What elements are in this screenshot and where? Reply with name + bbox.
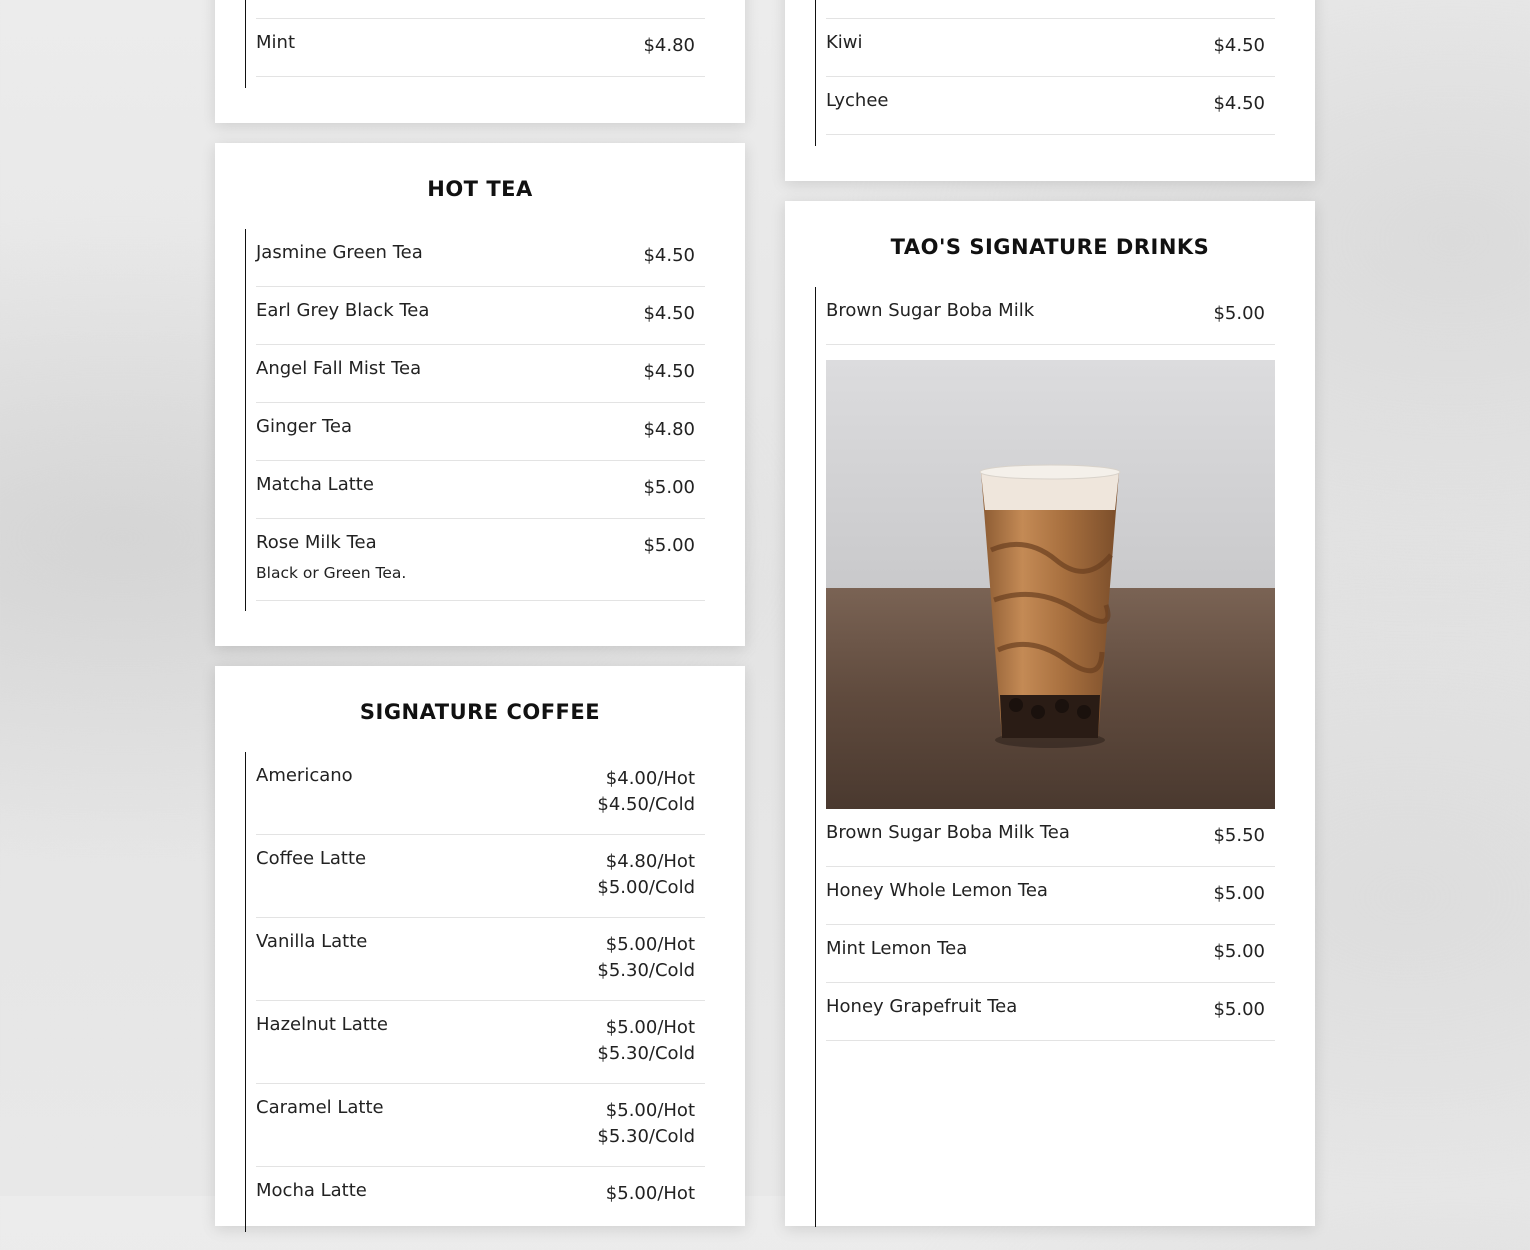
item-name: Jasmine Green Tea (256, 242, 423, 263)
section-title: TAO'S SIGNATURE DRINKS (890, 235, 1210, 259)
item-price: $4.50 (643, 303, 695, 324)
menu-item[interactable] (826, 287, 1275, 345)
menu-list (245, 752, 706, 1232)
boba-pearl (1009, 698, 1023, 712)
menu-item[interactable] (256, 752, 705, 835)
item-price-cold: $5.30/Cold (597, 1043, 695, 1064)
item-name: Mint Lemon Tea (826, 938, 968, 959)
item-name: Americano (256, 765, 353, 786)
item-name: Honey Whole Lemon Tea (826, 880, 1048, 901)
menu-item[interactable] (826, 809, 1275, 867)
boba-drink-illustration (826, 360, 1275, 809)
item-price: $4.80 (643, 419, 695, 440)
item-name: Mocha Latte (256, 1180, 367, 1201)
item-price-hot: $5.00/Hot (605, 934, 695, 955)
item-name: Matcha Latte (256, 474, 374, 495)
cup-rim (980, 465, 1120, 479)
menu-item-partial (826, 0, 1275, 19)
item-description: Black or Green Tea. (256, 564, 407, 582)
item-name: Honey Grapefruit Tea (826, 996, 1018, 1017)
menu-item[interactable] (826, 983, 1275, 1041)
brown-sugar-boba-photo (826, 360, 1275, 809)
menu-item[interactable] (256, 918, 705, 1001)
item-price-cold: $4.50/Cold (597, 794, 695, 815)
menu-item-partial (256, 0, 705, 19)
item-price: $4.50 (643, 245, 695, 266)
item-name: Ginger Tea (256, 416, 353, 437)
menu-list (245, 229, 706, 611)
item-price: $5.00 (1213, 883, 1265, 904)
item-price-hot: $4.00/Hot (605, 768, 695, 789)
item-price: $4.50 (1213, 93, 1265, 114)
menu-item[interactable] (256, 1084, 705, 1167)
item-name: Coffee Latte (256, 848, 367, 869)
item-price-hot: $5.00/Hot (605, 1100, 695, 1121)
item-price: $5.00 (643, 477, 695, 498)
menu-item[interactable] (826, 867, 1275, 925)
menu-item[interactable] (256, 403, 705, 461)
item-name: Brown Sugar Boba Milk (826, 300, 1035, 321)
item-price-cold: $5.30/Cold (597, 1126, 695, 1147)
item-price: $5.00 (643, 535, 695, 556)
menu-list (245, 0, 706, 88)
menu-item-mint[interactable] (256, 19, 705, 77)
boba-pearl (1077, 705, 1091, 719)
item-name: Mint (256, 32, 295, 53)
section-title: HOT TEA (427, 177, 533, 201)
item-name: Earl Grey Black Tea (256, 300, 430, 321)
item-price: $5.00 (1213, 941, 1265, 962)
menu-item[interactable] (256, 835, 705, 918)
item-price-hot: $4.80/Hot (605, 851, 695, 872)
item-name: Caramel Latte (256, 1097, 384, 1118)
item-price: $5.00 (1213, 999, 1265, 1020)
signature-coffee-card (215, 666, 745, 1226)
item-name: Brown Sugar Boba Milk Tea (826, 822, 1070, 843)
item-price: $4.50 (643, 361, 695, 382)
item-price-cold: $5.00/Cold (597, 877, 695, 898)
signature-drinks-card (785, 201, 1315, 1226)
menu-item-kiwi[interactable] (826, 19, 1275, 77)
fruit-tea-card-continued (215, 0, 745, 123)
item-price: $4.80 (643, 35, 695, 56)
item-name: Lychee (826, 90, 889, 111)
item-price-hot: $5.00/Hot (605, 1183, 695, 1204)
item-price: $5.00 (1213, 303, 1265, 324)
milk-tea-card-continued (785, 0, 1315, 181)
section-title: SIGNATURE COFFEE (359, 700, 601, 724)
boba-pearl (1055, 699, 1069, 713)
item-price-hot: $5.00/Hot (605, 1017, 695, 1038)
item-price: $5.50 (1213, 825, 1265, 846)
menu-list (815, 287, 1276, 1227)
item-name: Angel Fall Mist Tea (256, 358, 422, 379)
menu-item-lychee[interactable] (826, 77, 1275, 135)
menu-list (815, 0, 1276, 146)
menu-item[interactable] (256, 1001, 705, 1084)
hot-tea-card (215, 143, 745, 646)
menu-item[interactable] (256, 519, 705, 601)
item-name: Vanilla Latte (256, 931, 368, 952)
item-price-cold: $5.30/Cold (597, 960, 695, 981)
menu-item[interactable] (826, 925, 1275, 983)
menu-item[interactable] (256, 461, 705, 519)
menu-item[interactable] (256, 287, 705, 345)
item-name: Hazelnut Latte (256, 1014, 388, 1035)
menu-item[interactable] (256, 1167, 705, 1250)
item-price: $4.50 (1213, 35, 1265, 56)
boba-pearl (1031, 705, 1045, 719)
item-name: Kiwi (826, 32, 863, 53)
item-name: Rose Milk Tea (256, 532, 377, 553)
menu-item[interactable] (256, 229, 705, 287)
menu-item[interactable] (256, 345, 705, 403)
